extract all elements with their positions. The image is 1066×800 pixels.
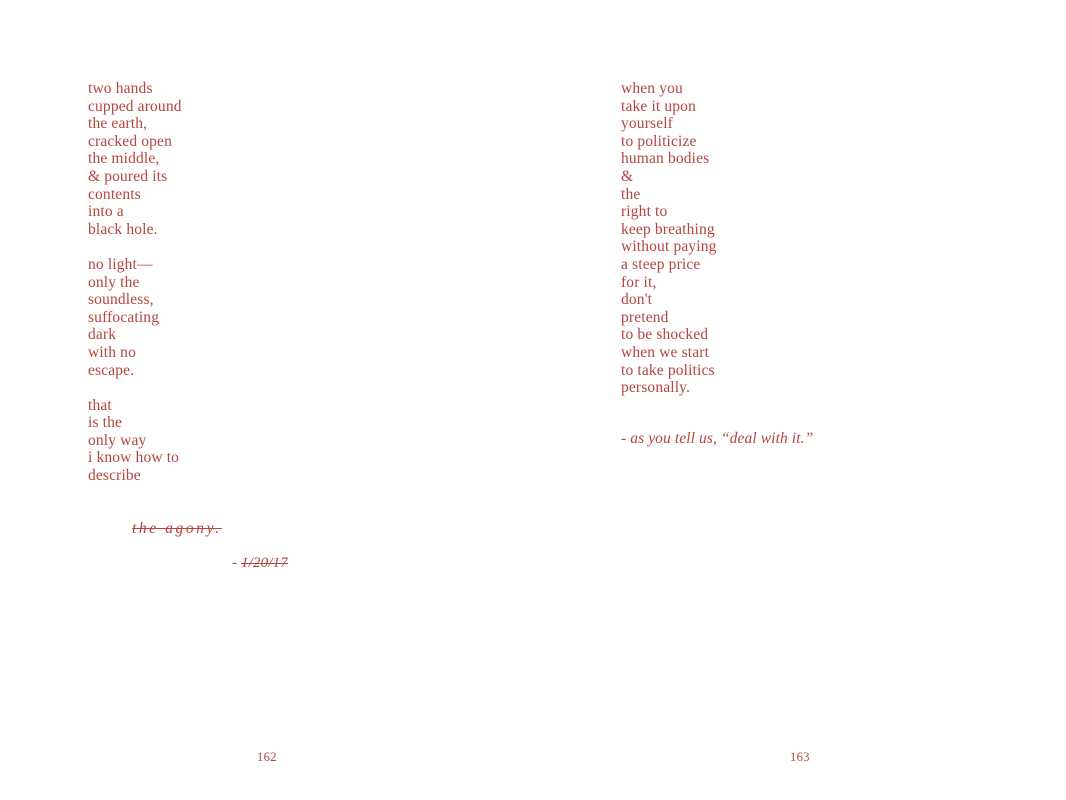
poem-line: human bodies xyxy=(621,150,710,168)
poem-line: personally. xyxy=(621,379,691,397)
poem-line: contents xyxy=(88,185,141,203)
poem-line: yourself xyxy=(621,115,673,133)
attribution-line: - as you tell us, “deal with it.” xyxy=(621,429,814,447)
poem-line: only way xyxy=(88,431,147,449)
poem-line: the xyxy=(621,185,641,203)
poem-line: to take politics xyxy=(621,361,715,379)
poem-line: don't xyxy=(621,291,653,309)
poem-line: take it upon xyxy=(621,97,696,115)
poem-line: without paying xyxy=(621,238,717,256)
date-value: 1/20/17 xyxy=(241,554,288,571)
poem-line: that xyxy=(88,396,112,414)
poem-line: no light— xyxy=(88,255,153,273)
poem-line: soundless, xyxy=(88,291,154,309)
poem-line: only the xyxy=(88,273,140,291)
date-prefix: - xyxy=(232,554,242,571)
poem-line: & poured its xyxy=(88,167,168,185)
poem-line: right to xyxy=(621,203,668,221)
struck-phrase-wrapper xyxy=(88,502,533,538)
poem-line: cracked open xyxy=(88,132,172,150)
stanza xyxy=(88,80,533,238)
poem-line: a steep price xyxy=(621,255,701,273)
poem-line: to be shocked xyxy=(621,326,709,344)
struck-phrase: the agony. xyxy=(132,520,222,538)
poem-line: to politicize xyxy=(621,132,697,150)
stanza xyxy=(88,397,533,485)
poem-line: the middle, xyxy=(88,150,160,168)
poem-line: two hands xyxy=(88,80,153,97)
poem-line: into a xyxy=(88,203,124,221)
stanza xyxy=(621,80,1066,397)
poem-line: the earth, xyxy=(88,115,148,133)
poem-line: is the xyxy=(88,414,123,432)
poem-line: with no xyxy=(88,343,136,361)
right-poem xyxy=(621,80,1066,447)
poem-line: suffocating xyxy=(88,308,160,326)
poem-line: when we start xyxy=(621,343,710,361)
date-line xyxy=(232,555,533,573)
poem-line: escape. xyxy=(88,361,135,379)
poem-line: pretend xyxy=(621,308,669,326)
stanza xyxy=(88,256,533,379)
poem-line: black hole. xyxy=(88,220,158,238)
poem-line: when you xyxy=(621,80,683,97)
poem-line: describe xyxy=(88,467,141,485)
poem-line: keep breathing xyxy=(621,220,715,238)
poem-line: dark xyxy=(88,326,117,344)
poem-line: & xyxy=(621,167,634,185)
page-number-right: 163 xyxy=(790,750,810,764)
right-page xyxy=(533,0,1066,800)
poem-line: i know how to xyxy=(88,449,180,467)
page-number-left: 162 xyxy=(257,750,277,764)
poem-line: cupped around xyxy=(88,97,182,115)
left-poem xyxy=(88,80,533,572)
poem-line: for it, xyxy=(621,273,657,291)
